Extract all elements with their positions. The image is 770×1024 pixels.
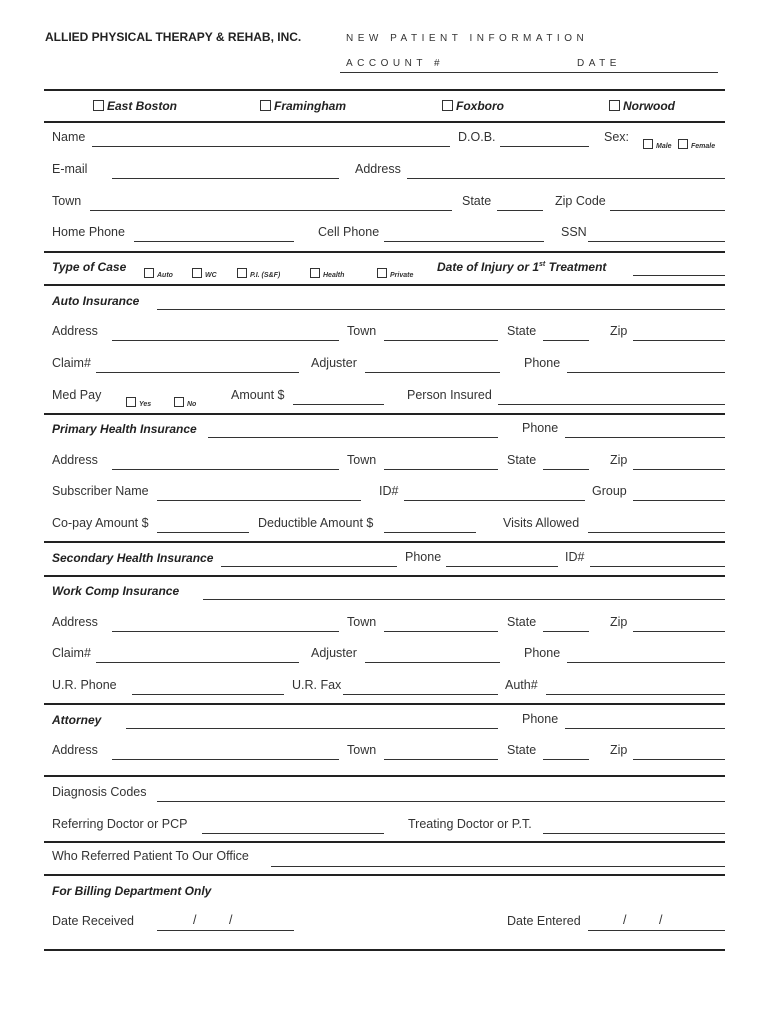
ur-fax-label: U.R. Fax [292, 678, 342, 692]
checkbox-icon[interactable] [377, 268, 387, 278]
divider [44, 874, 725, 876]
name-label: Name [52, 130, 86, 144]
account-date-line[interactable] [340, 72, 718, 73]
home-phone-field[interactable] [134, 241, 294, 242]
zip-code-label: Zip Code [555, 194, 606, 208]
wc-claim-field[interactable] [96, 662, 299, 663]
auto-address-label: Address [52, 324, 98, 338]
secondary-insurance-title: Secondary Health Insurance [52, 551, 214, 565]
secondary-insurance-field[interactable] [221, 566, 397, 567]
divider [44, 284, 725, 286]
primary-address-field[interactable] [112, 469, 339, 470]
ur-fax-field[interactable] [343, 694, 498, 695]
divider [44, 121, 725, 123]
ssn-label: SSN [561, 225, 587, 239]
deductible-field[interactable] [384, 532, 476, 533]
visits-allowed-field[interactable] [588, 532, 725, 533]
checkbox-icon[interactable] [192, 268, 202, 278]
checkbox-icon[interactable] [174, 397, 184, 407]
auto-state-label: State [507, 324, 537, 338]
dob-field[interactable] [500, 146, 589, 147]
auto-insurance-field[interactable] [157, 309, 725, 310]
divider [44, 413, 725, 415]
date-received-label: Date Received [52, 914, 134, 928]
work-comp-field[interactable] [203, 599, 725, 600]
email-field[interactable] [112, 178, 339, 179]
diagnosis-codes-label: Diagnosis Codes [52, 785, 147, 799]
attorney-title: Attorney [52, 713, 102, 727]
primary-zip-field[interactable] [633, 469, 725, 470]
location-framingham[interactable]: Framingham [260, 99, 346, 113]
auth-field[interactable] [546, 694, 725, 695]
subscriber-name-label: Subscriber Name [52, 484, 149, 498]
divider [44, 949, 725, 951]
primary-state-label: State [507, 453, 537, 467]
who-referred-label: Who Referred Patient To Our Office [52, 849, 249, 863]
sex-female-option[interactable]: Female [678, 135, 715, 153]
auto-phone-label: Phone [524, 356, 561, 370]
home-phone-label: Home Phone [52, 225, 125, 239]
form-title: NEW PATIENT INFORMATION [346, 33, 589, 44]
divider [44, 251, 725, 253]
referring-doctor-field[interactable] [202, 833, 384, 834]
attorney-phone-label: Phone [522, 712, 559, 726]
auto-town-label: Town [347, 324, 377, 338]
location-foxboro[interactable]: Foxboro [442, 99, 504, 113]
auto-claim-field[interactable] [96, 372, 299, 373]
date-separator: / [229, 913, 233, 927]
wc-state-field[interactable] [543, 631, 589, 632]
state-label: State [462, 194, 492, 208]
checkbox-icon[interactable] [609, 100, 620, 111]
diagnosis-codes-field[interactable] [157, 801, 725, 802]
checkbox-icon[interactable] [126, 397, 136, 407]
divider [44, 541, 725, 543]
attorney-state-label: State [507, 743, 537, 757]
dob-label: D.O.B. [458, 130, 496, 144]
wc-state-label: State [507, 615, 537, 629]
work-comp-title: Work Comp Insurance [52, 584, 180, 598]
wc-adjuster-field[interactable] [365, 662, 500, 663]
date-received-field[interactable] [157, 930, 294, 931]
primary-id-label: ID# [379, 484, 399, 498]
date-of-injury-label: Date of Injury or 1st Treatment [437, 260, 607, 274]
auto-zip-field[interactable] [633, 340, 725, 341]
address-label: Address [355, 162, 401, 176]
primary-id-field[interactable] [404, 500, 585, 501]
divider [44, 775, 725, 777]
med-pay-label: Med Pay [52, 388, 102, 402]
treating-doctor-field[interactable] [543, 833, 725, 834]
date-separator: / [623, 913, 627, 927]
checkbox-icon[interactable] [310, 268, 320, 278]
primary-zip-label: Zip [610, 453, 628, 467]
location-east-boston[interactable]: East Boston [93, 99, 177, 113]
wc-zip-field[interactable] [633, 631, 725, 632]
date-entered-label: Date Entered [507, 914, 581, 928]
group-field[interactable] [633, 500, 725, 501]
primary-insurance-field[interactable] [208, 437, 498, 438]
location-norwood[interactable]: Norwood [609, 99, 675, 113]
attorney-zip-label: Zip [610, 743, 628, 757]
auto-claim-label: Claim# [52, 356, 91, 370]
attorney-field[interactable] [126, 728, 498, 729]
primary-phone-label: Phone [522, 421, 559, 435]
state-field[interactable] [497, 210, 543, 211]
primary-town-label: Town [347, 453, 377, 467]
person-insured-label: Person Insured [407, 388, 492, 402]
primary-insurance-title: Primary Health Insurance [52, 422, 197, 436]
med-pay-no-option[interactable]: No [174, 393, 196, 411]
company-name: ALLIED PHYSICAL THERAPY & REHAB, INC. [45, 30, 302, 44]
divider [44, 89, 725, 91]
primary-town-field[interactable] [384, 469, 498, 470]
name-field[interactable] [92, 146, 450, 147]
attorney-phone-field[interactable] [565, 728, 725, 729]
checkbox-icon[interactable] [643, 139, 653, 149]
auto-phone-field[interactable] [567, 372, 725, 373]
auto-state-field[interactable] [543, 340, 589, 341]
date-separator: / [193, 913, 197, 927]
date-separator: / [659, 913, 663, 927]
date-of-injury-field[interactable] [633, 275, 725, 276]
sex-label: Sex: [604, 130, 630, 144]
case-auto-option[interactable]: Auto [144, 264, 173, 282]
wc-town-label: Town [347, 615, 377, 629]
checkbox-icon[interactable] [442, 100, 453, 111]
billing-title: For Billing Department Only [52, 884, 212, 898]
wc-zip-label: Zip [610, 615, 628, 629]
attorney-town-field[interactable] [384, 759, 498, 760]
treating-doctor-label: Treating Doctor or P.T. [408, 817, 532, 831]
secondary-phone-label: Phone [405, 550, 442, 564]
auto-address-field[interactable] [112, 340, 339, 341]
town-field[interactable] [90, 210, 452, 211]
ur-phone-label: U.R. Phone [52, 678, 117, 692]
checkbox-icon[interactable] [678, 139, 688, 149]
visits-allowed-label: Visits Allowed [503, 516, 580, 530]
case-pi-option[interactable]: P.I. (S&F) [237, 264, 280, 282]
med-pay-yes-option[interactable]: Yes [126, 393, 151, 411]
wc-phone-field[interactable] [567, 662, 725, 663]
attorney-state-field[interactable] [543, 759, 589, 760]
wc-town-field[interactable] [384, 631, 498, 632]
amount-label: Amount $ [231, 388, 285, 402]
auth-label: Auth# [505, 678, 538, 692]
copay-label: Co-pay Amount $ [52, 516, 149, 530]
auto-adjuster-field[interactable] [365, 372, 500, 373]
person-insured-field[interactable] [498, 404, 725, 405]
secondary-id-label: ID# [565, 550, 585, 564]
case-private-option[interactable]: Private [377, 264, 413, 282]
auto-town-field[interactable] [384, 340, 498, 341]
deductible-label: Deductible Amount $ [258, 516, 374, 530]
case-health-option[interactable]: Health [310, 264, 344, 282]
sex-male-option[interactable]: Male [643, 135, 672, 153]
checkbox-icon[interactable] [93, 100, 104, 111]
email-label: E-mail [52, 162, 88, 176]
wc-address-field[interactable] [112, 631, 339, 632]
address-field[interactable] [407, 178, 725, 179]
wc-adjuster-label: Adjuster [311, 646, 357, 660]
secondary-phone-field[interactable] [446, 566, 558, 567]
referring-doctor-label: Referring Doctor or PCP [52, 817, 188, 831]
primary-state-field[interactable] [543, 469, 589, 470]
zip-code-field[interactable] [610, 210, 725, 211]
date-label: DATE [577, 58, 621, 69]
account-label: ACCOUNT # [346, 58, 445, 69]
primary-phone-field[interactable] [565, 437, 725, 438]
date-entered-field[interactable] [588, 930, 725, 931]
secondary-id-field[interactable] [590, 566, 725, 567]
amount-field[interactable] [293, 404, 384, 405]
town-label: Town [52, 194, 82, 208]
divider [44, 841, 725, 843]
who-referred-field[interactable] [271, 866, 725, 867]
case-wc-option[interactable]: WC [192, 264, 217, 282]
subscriber-name-field[interactable] [157, 500, 361, 501]
attorney-address-label: Address [52, 743, 98, 757]
group-label: Group [592, 484, 627, 498]
attorney-town-label: Town [347, 743, 377, 757]
cell-phone-label: Cell Phone [318, 225, 380, 239]
type-of-case-label: Type of Case [52, 260, 127, 274]
divider [44, 575, 725, 577]
wc-claim-label: Claim# [52, 646, 91, 660]
checkbox-icon[interactable] [260, 100, 271, 111]
auto-adjuster-label: Adjuster [311, 356, 357, 370]
checkbox-icon[interactable] [144, 268, 154, 278]
auto-insurance-title: Auto Insurance [52, 294, 140, 308]
checkbox-icon[interactable] [237, 268, 247, 278]
cell-phone-field[interactable] [384, 241, 544, 242]
copay-field[interactable] [157, 532, 249, 533]
attorney-address-field[interactable] [112, 759, 339, 760]
wc-phone-label: Phone [524, 646, 561, 660]
ssn-field[interactable] [588, 241, 725, 242]
attorney-zip-field[interactable] [633, 759, 725, 760]
wc-address-label: Address [52, 615, 98, 629]
ur-phone-field[interactable] [132, 694, 284, 695]
divider [44, 703, 725, 705]
primary-address-label: Address [52, 453, 98, 467]
auto-zip-label: Zip [610, 324, 628, 338]
